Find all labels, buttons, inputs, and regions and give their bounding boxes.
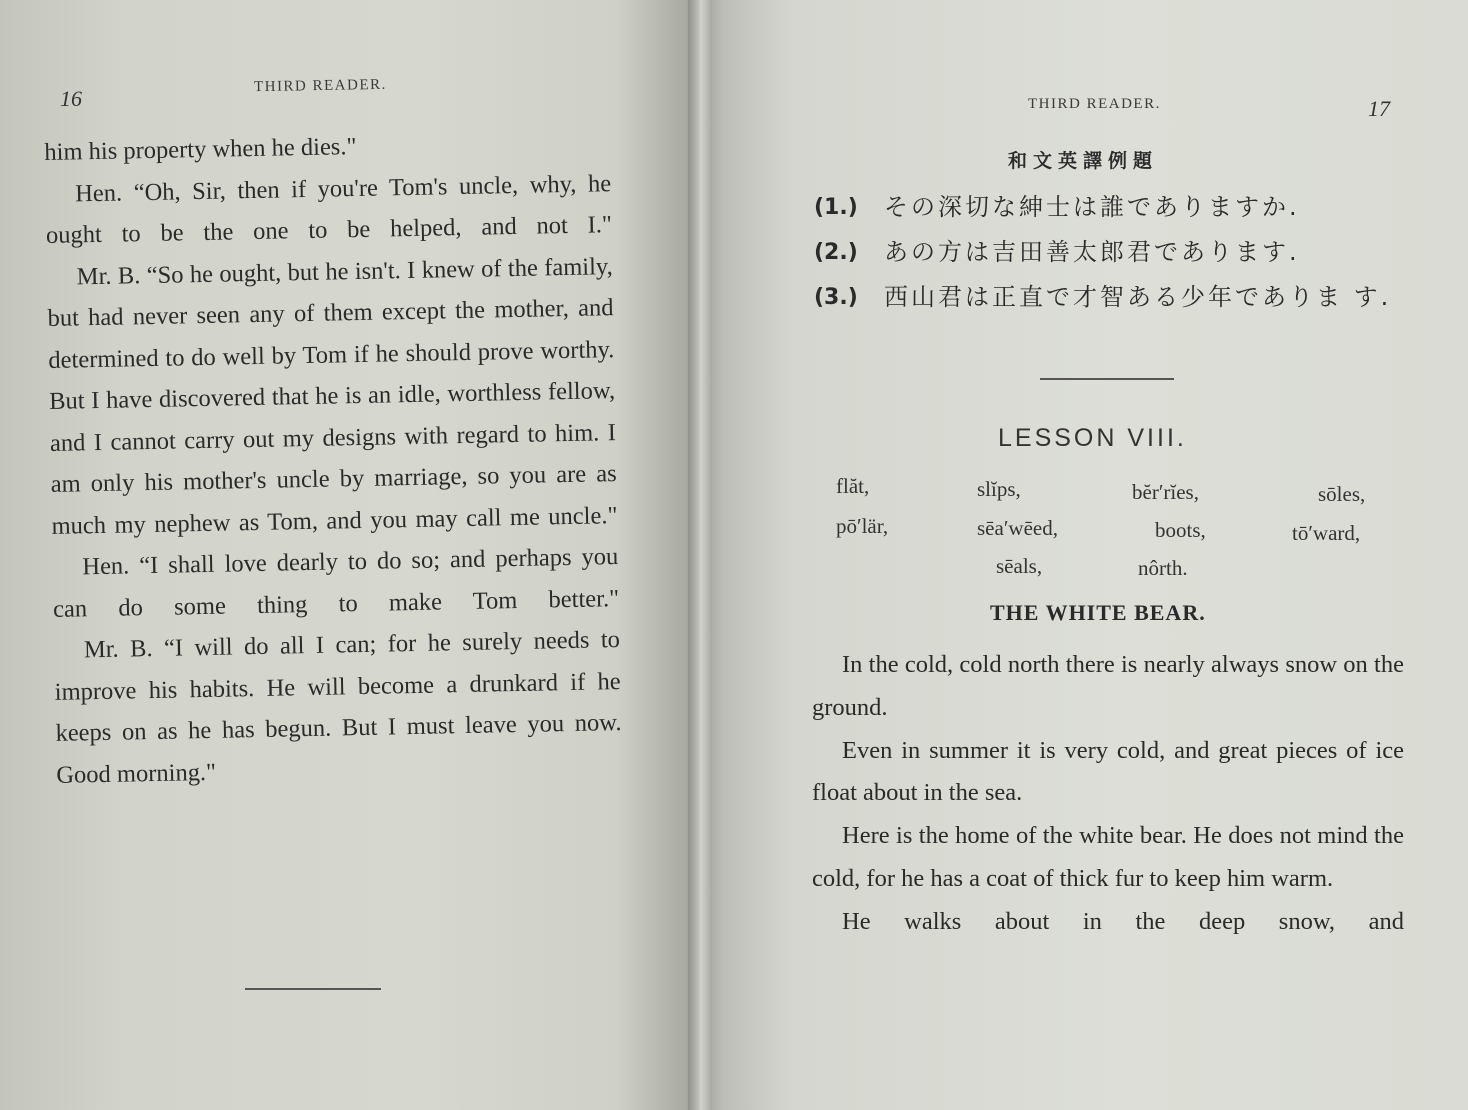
left-page-number: 16	[60, 86, 82, 111]
vocab-word: tō′ward,	[1292, 521, 1361, 545]
paragraph: Hen. “I shall love dearly to do so; and perhaps you can do some thing to make Tom better."	[52, 543, 620, 623]
exercise-text: 西山君は正直で才智ある少年でありま す.	[884, 283, 1392, 311]
paragraph: Hen. “Oh, Sir, then if you're Tom's uncle, why, he ought to be the one to be helped, and not I."	[45, 169, 613, 249]
vocab-word: sēals,	[996, 554, 1043, 578]
exercise-list	[814, 185, 1414, 320]
vocab-word: slĭps,	[977, 477, 1021, 501]
right-running-head: THIRD READER.	[1028, 96, 1161, 112]
exercise-number: (2.)	[814, 240, 858, 265]
paragraph: Mr. B. “I will do all I can; for he surely needs to improve his habits. He will become a drunkard if he keeps on as he has begun. But I must leave you now. Good morning."	[54, 626, 622, 789]
left-running-head: THIRD READER.	[253, 76, 387, 96]
left-body-text	[44, 121, 623, 796]
exercise-item	[814, 185, 1414, 230]
exercise-number: (1.)	[814, 195, 858, 220]
exercise-item	[814, 275, 1414, 320]
paragraph: Even in summer it is very cold, and great pieces of ice float about in the sea.	[812, 736, 1404, 807]
book-gutter	[688, 0, 712, 1110]
right-page-number: 17	[1368, 96, 1390, 121]
exercise-item	[814, 230, 1414, 275]
vocab-word: nôrth.	[1138, 556, 1188, 580]
paragraph: him his property when he dies."	[44, 133, 357, 166]
exercise-title: 和文英譯例題	[1008, 150, 1159, 172]
right-body-text	[812, 644, 1404, 944]
exercise-number: (3.)	[814, 285, 858, 310]
paragraph: Mr. B. “So he ought, but he isn't. I knew of the family, but had never seen any of them except the mother, and determined to do well by Tom if he should prove worthy. But I have discovered that he is an idle, worthless fellow, and I cannot carry out my designs with regard to him. I am only his mother's uncle by marriage, so you are as much my nephew as Tom, and you may call me uncle."	[47, 252, 618, 540]
exercise-text: あの方は吉田善太郎君であります.	[884, 238, 1300, 266]
vocab-word: bĕr′rĭes,	[1132, 480, 1199, 504]
vocab-word: boots,	[1155, 518, 1206, 542]
vocab-word: pō′lär,	[836, 514, 889, 538]
end-rule	[245, 988, 381, 990]
vocab-word: flăt,	[836, 474, 870, 498]
exercise-text: その深切な紳士は誰でありますか.	[884, 193, 1300, 221]
vocab-word: sōles,	[1318, 482, 1366, 506]
paragraph: Here is the home of the white bear. He does not mind the cold, for he has a coat of thick fur to keep him warm.	[812, 822, 1404, 892]
vocab-word: sēa′wēed,	[977, 516, 1058, 540]
paragraph: He walks about in the deep snow, and	[842, 907, 1404, 935]
paragraph: In the cold, cold north there is nearly always snow on the ground.	[812, 651, 1404, 721]
section-rule	[1040, 378, 1174, 380]
story-title: THE WHITE BEAR.	[990, 600, 1206, 625]
lesson-title: LESSON VIII.	[998, 424, 1187, 452]
